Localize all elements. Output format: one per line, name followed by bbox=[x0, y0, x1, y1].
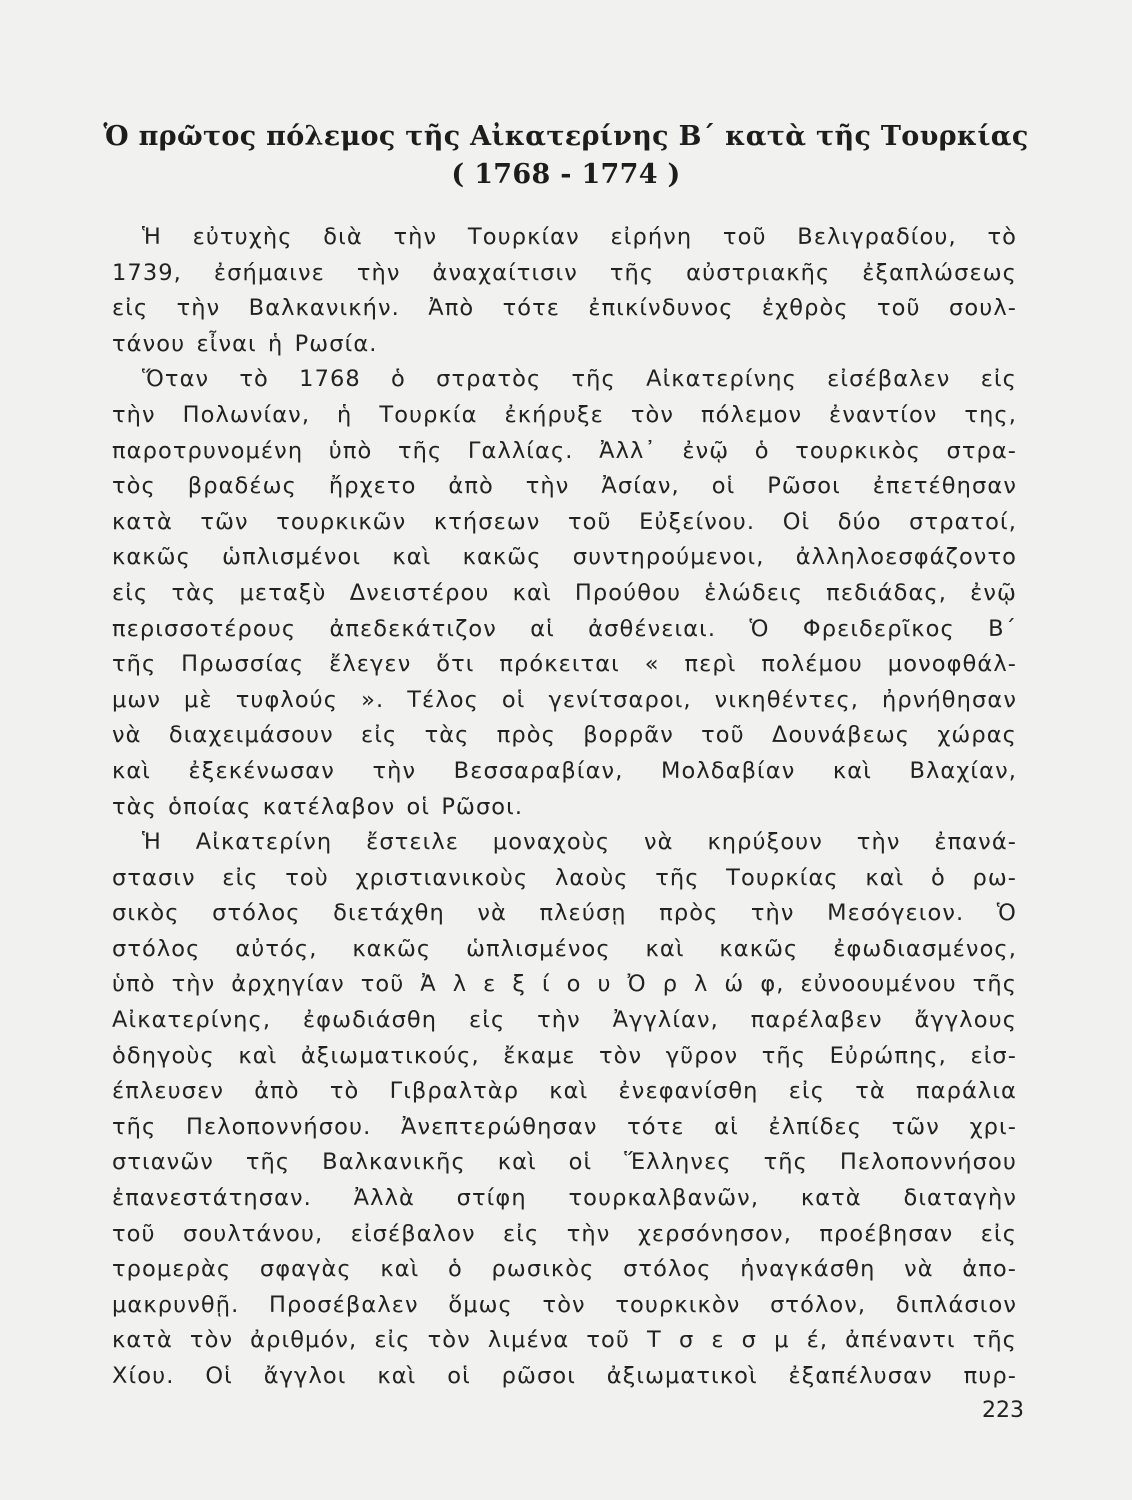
page-number: 223 bbox=[982, 1398, 1024, 1423]
text-line: καὶ ἐξεκένωσαν τὴν Βεσσαραβίαν, Μολδαβίαν καὶ Βλαχίαν, bbox=[112, 757, 1017, 784]
text-line: τῆς Πελοποννήσου. Ἀνεπτερώθησαν τότε αἱ ἐλπίδες τῶν χρι- bbox=[112, 1113, 1017, 1140]
text-line: τὰς ὁποίας κατέλαβον οἱ Ρῶσοι. bbox=[112, 793, 524, 820]
text-line: περισσοτέρους ἀπεδεκάτιζον αἱ ἀσθένειαι. Ὁ Φρειδερῖκος Β΄ bbox=[112, 615, 1017, 642]
text-line: κατὰ τὸν ἀριθμόν, εἰς τὸν λιμένα τοῦ Τ σ ε σ μ έ, ἀπέναντι τῆς bbox=[112, 1327, 1017, 1354]
text-line: Ἡ εὐτυχὴς διὰ τὴν Τουρκίαν εἰρήνη τοῦ Βελιγραδίου, τὸ bbox=[142, 224, 1017, 250]
text-line: τῆς Πρωσσίας ἔλεγεν ὅτι πρόκειται « περὶ πολέμου μονοφθάλ- bbox=[112, 651, 1017, 678]
text-line: 1739, ἐσήμαινε τὴν ἀναχαίτισιν τῆς αὐστριακῆς ἐξαπλώσεως bbox=[112, 259, 1017, 286]
text-line: μων μὲ τυφλούς ». Τέλος οἱ γενίτσαροι, νικηθέντες, ἠρνήθησαν bbox=[112, 686, 1017, 713]
text-line: Χίου. Οἱ ἄγγλοι καὶ οἱ ρῶσοι ἀξιωματικοὶ ἐξαπέλυσαν πυρ- bbox=[112, 1363, 1017, 1389]
text-line: κατὰ τῶν τουρκικῶν κτήσεων τοῦ Εὐξείνου. Οἱ δύο στρατοί, bbox=[112, 508, 1017, 535]
text-line: ἐπανεστάτησαν. Ἀλλὰ στίφη τουρκαλβανῶν, κατὰ διαταγὴν bbox=[112, 1185, 1017, 1212]
text-line: σικὸς στόλος διετάχθη νὰ πλεύσῃ πρὸς τὴν Μεσόγειον. Ὁ bbox=[112, 900, 1017, 927]
text-line: ὑπὸ τὴν ἀρχηγίαν τοῦ Ἀ λ ε ξ ί ο υ Ὀ ρ λ ώ φ, εὐνοουμένου τῆς bbox=[112, 971, 1017, 998]
text-line: νὰ διαχειμάσουν εἰς τὰς πρὸς βορρᾶν τοῦ Δουνάβεως χώρας bbox=[112, 722, 1017, 749]
text-line: στόλος αὐτός, κακῶς ὡπλισμένος καὶ κακῶς ἐφωδιασμένος, bbox=[112, 935, 1017, 962]
text-line: τάνου εἶναι ἡ Ρωσία. bbox=[112, 330, 378, 357]
text-line: έπλευσεν ἀπὸ τὸ Γιβραλτὰρ καὶ ἐνεφανίσθη εἰς τὰ παράλια bbox=[112, 1078, 1017, 1105]
text-line: παροτρυνομένη ὑπὸ τῆς Γαλλίας. Ἀλλ᾿ ἐνῷ ὁ τουρκικὸς στρα- bbox=[112, 437, 1017, 464]
body-text bbox=[112, 220, 1017, 1395]
text-line: μακρυνθῇ. Προσέβαλεν ὅμως τὸν τουρκικὸν στόλον, διπλάσιον bbox=[112, 1291, 1017, 1318]
text-line: στιανῶν τῆς Βαλκανικῆς καὶ οἱ Ἕλληνες τῆς Πελοποννήσου bbox=[112, 1149, 1017, 1176]
text-line: Ἡ Αἰκατερίνη ἔστειλε μοναχοὺς νὰ κηρύξουν τὴν ἐπανά- bbox=[142, 829, 1017, 856]
text-line: στασιν εἰς τοὺ χριστιανικοὺς λαοὺς τῆς Τουρκίας καὶ ὁ ρω- bbox=[112, 864, 1017, 891]
text-line: τὴν Πολωνίαν, ἡ Τουρκία ἐκήρυξε τὸν πόλεμον ἐναντίον της, bbox=[112, 401, 1017, 428]
text-line: τοῦ σουλτάνου, εἰσέβαλον εἰς τὴν χερσόνησον, προέβησαν εἰς bbox=[112, 1220, 1017, 1247]
text-line: εἰς τὴν Βαλκανικήν. Ἀπὸ τότε ἐπικίνδυνος ἐχθρὸς τοῦ σουλ- bbox=[112, 295, 1017, 322]
text-line: ὁδηγοὺς καὶ ἀξιωματικούς, ἔκαμε τὸν γῦρον τῆς Εὐρώπης, εἰσ- bbox=[112, 1042, 1017, 1069]
text-line: τὸς βραδέως ἤρχετο ἀπὸ τὴν Ἀσίαν, οἱ Ρῶσοι ἐπετέθησαν bbox=[112, 473, 1017, 500]
text-line: Ὅταν τὸ 1768 ὁ στρατὸς τῆς Αἰκατερίνης εἰσέβαλεν εἰς bbox=[142, 366, 1017, 393]
chapter-title-main: Ὁ πρῶτος πόλεμος τῆς Αἰκατερίνης Β΄ κατὰ τῆς Τουρκίας bbox=[103, 121, 1029, 152]
text-line: τρομερὰς σφαγὰς καὶ ὁ ρωσικὸς στόλος ἠναγκάσθη νὰ ἀπο- bbox=[112, 1256, 1017, 1283]
text-line: εἰς τὰς μεταξὺ Δνειστέρου καὶ Προύθου ἑλώδεις πεδιάδας, ἐνῷ bbox=[112, 579, 1017, 606]
text-line: κακῶς ὡπλισμένοι καὶ κακῶς συντηρούμενοι, ἀλληλοεσφάζοντο bbox=[112, 544, 1017, 571]
chapter-title bbox=[60, 118, 1072, 194]
text-line: Αἰκατερίνης, ἐφωδιάσθη εἰς τὴν Ἀγγλίαν, παρέλαβεν ἄγγλους bbox=[112, 1007, 1017, 1034]
chapter-title-dates: ( 1768 - 1774 ) bbox=[451, 159, 681, 190]
